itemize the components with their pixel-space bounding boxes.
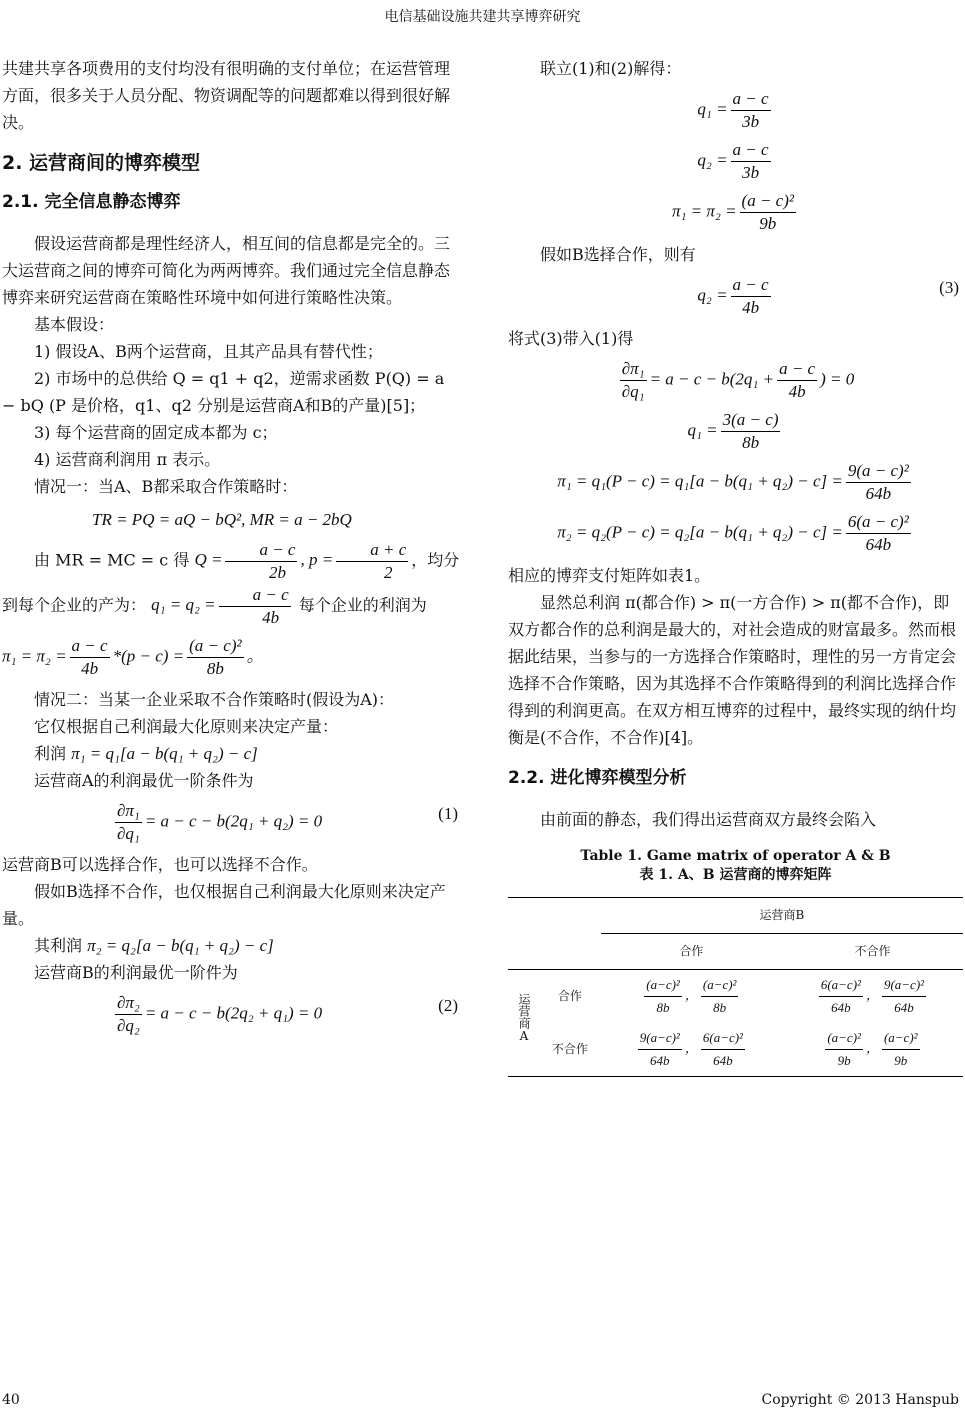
equation-pi: π₁ = π₂ = $\frac{\text{(a − c)²}}{9b}$ xyxy=(672,191,794,233)
table-caption-zh: 表 1. A、B 运营商的博弈矩阵 xyxy=(639,867,832,883)
paragraph: 假设运营商都是理性经济人，相互间的信息都是完全的。三大运营商之间的博弈可简化为两两博弈。我们通过完全信息静态博弈来研究运营商在策略性环境中如何进行策略性决策。 xyxy=(2,234,451,307)
assumption-2: 2) 市场中的总供给 Q = q1 + q2，逆需求函数 P(Q) = a − bQ (P 是价格，q1、q2 分别是运营商A和B的产量)[5]； xyxy=(2,369,445,415)
table-header-coop: 合作 xyxy=(679,944,704,958)
assumption-3: 3) 每个运营商的固定成本都为 c； xyxy=(34,423,278,442)
table-row-operator-a: 运营商A xyxy=(517,993,531,1043)
paragraph: 基本假设： xyxy=(34,315,115,334)
paragraph: 由 MR = MC = c 得 Q = $\frac{a - c}{2b}$ , p = $\frac{a + c}{2}$ ，均分到每个企业的产为： q₁ = q₂ = $\frac{a - c}{4b}$ 每个企业的利润为 xyxy=(2,540,460,627)
assumption-1: 1) 假设A、B两个运营商，且其产品具有替代性； xyxy=(34,342,383,361)
equation-1: $\frac{\text{∂π₁}}{\text{∂q₁}}$ = a − c − b(2q₁ + q₂) = 0 (1) xyxy=(117,801,458,843)
case-two: 情况二：当某一企业采取不合作策略时(假设为A)： xyxy=(34,690,395,709)
page-number: 40 xyxy=(2,1392,20,1408)
equation-3: q₂ = $\frac{a - c}{4b}$ (3) xyxy=(697,275,959,317)
paragraph: 运营商B的利润最优一阶件为 xyxy=(34,963,238,982)
table-row-noncoop: 不合作 xyxy=(551,1042,588,1056)
copyright: Copyright © 2013 Hanspub xyxy=(761,1392,959,1408)
equation-q2: q₂ = $\frac{a - c}{3b}$ xyxy=(697,140,769,182)
table-header-operator-b: 运营商B xyxy=(601,898,963,934)
paragraph: 共建共享各项费用的支付均没有很明确的支付单位；在运营管理方面，很多关于人员分配、物资调配等的问题都难以得到很好解决。 xyxy=(2,59,451,132)
table-cell: $\frac{\text{6(a−c)²}}{64b}$ ， $\frac{\text{9(a−c)²}}{64b}$ xyxy=(782,970,963,1024)
subsection-heading: 2.2. 进化博弈模型分析 xyxy=(508,768,687,788)
game-matrix-table xyxy=(508,897,963,1077)
paragraph: 利润 π₁ = q₁[a − b(q₁ + q₂) − c] xyxy=(34,744,258,763)
table-row-coop: 合作 xyxy=(557,989,582,1003)
paragraph: 相应的博弈支付矩阵如表1。 xyxy=(508,566,711,585)
table-cell: $\frac{\text{(a−c)²}}{8b}$ ， $\frac{\text{(a−c)²}}{8b}$ xyxy=(601,970,782,1024)
equation-derivative: $\frac{\text{∂π₁}}{\text{∂q₁}}$ = a − c − b(2q₁ + $\frac{a - c}{4b}$ ) = 0 xyxy=(621,359,855,401)
table-cell: $\frac{\text{9(a−c)²}}{64b}$ ， $\frac{\text{6(a−c)²}}{64b}$ xyxy=(601,1023,782,1077)
running-header: 电信基础设施共建共享博弈研究 xyxy=(384,9,581,25)
section-heading: 2. 运营商间的博弈模型 xyxy=(2,152,201,174)
equation-q1: q₁ = $\frac{a - c}{3b}$ xyxy=(697,89,769,131)
paragraph: 其利润 π₂ = q₂[a − b(q₁ + q₂) − c] xyxy=(34,936,274,955)
subsection-heading: 2.1. 完全信息静态博弈 xyxy=(2,192,181,212)
equation-pi1: π₁ = q₁(P − c) = q₁[a − b(q₁ + q₂) − c] = $\frac{\text{9(a − c)²}}{64b}$ xyxy=(557,461,909,503)
assumption-4: 4) 运营商利润用 π 表示。 xyxy=(34,450,221,469)
paragraph: 它仅根据自己利润最大化原则来决定产量： xyxy=(34,717,339,736)
equation-profit-coop: π₁ = π₂ = $\frac{a - c}{4b}$ *(p − c) = $\frac{\text{(a − c)²}}{8b}$ 。 xyxy=(2,636,264,678)
left-column xyxy=(2,55,462,1043)
table-header-noncoop: 不合作 xyxy=(854,944,891,958)
paragraph: 假如B选择合作，则有 xyxy=(540,245,696,264)
paragraph: 显然总利润 π(都合作) > π(一方合作) > π(都不合作)，即双方都合作的总利润是最大的，对社会造成的财富最多。然而根据此结果，当参与的一方选择合作策略时，理性的另一方肯定会选择不合作策略，因为其选择不合作策略得到的利润比选择合作得到的利润更高。在双方相互博弈的过程中，最终实现的纳什均衡是(不合作，不合作)[4]。 xyxy=(508,593,957,747)
paragraph: 运营商A的利润最优一阶条件为 xyxy=(34,771,254,790)
equation-pi2: π₂ = q₂(P − c) = q₂[a − b(q₁ + q₂) − c] = $\frac{\text{6(a − c)²}}{64b}$ xyxy=(557,512,909,554)
equation-tr: TR = PQ = aQ − bQ², MR = a − 2bQ xyxy=(92,510,352,529)
table-cell: $\frac{\text{(a−c)²}}{9b}$ ， $\frac{\text{(a−c)²}}{9b}$ xyxy=(782,1023,963,1077)
equation-2: $\frac{\text{∂π₂}}{\text{∂q₂}}$ = a − c − b(2q₂ + q₁) = 0 (2) xyxy=(117,993,458,1035)
paragraph: 由前面的静态，我们得出运营商双方最终会陷入 xyxy=(540,810,877,829)
table-caption-en: Table 1. Game matrix of operator A & B xyxy=(580,848,891,864)
case-one: 情况一：当A、B都采取合作策略时： xyxy=(34,477,298,496)
paragraph: 运营商B可以选择合作，也可以选择不合作。 xyxy=(2,855,318,874)
paragraph: 将式(3)带入(1)得 xyxy=(508,329,634,348)
right-column xyxy=(508,55,963,1077)
paragraph: 联立(1)和(2)解得： xyxy=(540,59,682,78)
equation-q1-result: q₁ = $\frac{3(a - c)}{8b}$ xyxy=(687,410,779,452)
paragraph: 假如B选择不合作，也仅根据自己利润最大化原则来决定产量。 xyxy=(2,882,446,928)
